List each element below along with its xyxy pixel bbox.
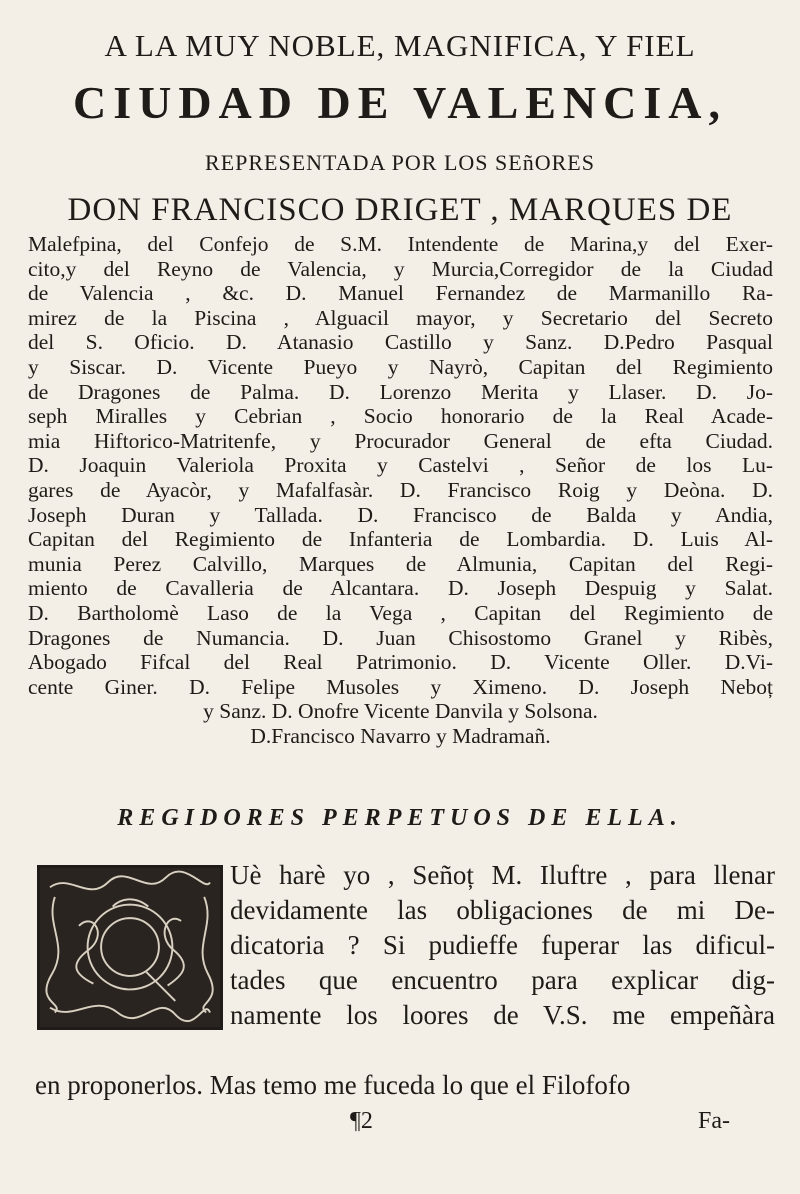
- names-line: y Sanz. D. Onofre Vicente Danvila y Solsona.: [203, 699, 598, 724]
- names-line: miento de Cavalleria de Alcantara. D. Joseph Despuig y Salat.: [28, 576, 773, 601]
- dedication-heading-line1: A LA MUY NOBLE, MAGNIFICA, Y FIEL: [104, 28, 696, 63]
- names-line: D. Joaquin Valeriola Proxita y Castelvi , Señor de los Lu-: [28, 453, 773, 478]
- dedication-heading-represented: REPRESENTADA POR LOS SEñORES: [205, 150, 595, 175]
- names-line: Malefpina, del Confejo de S.M. Intendente de Marina,y del Exer-: [28, 232, 773, 256]
- regidores-heading: REGIDORES PERPETUOS DE ELLA.: [117, 805, 683, 831]
- dedication-line: dicatoria ? Si pudieffe fuperar las dificul-: [230, 930, 775, 960]
- names-line: y Siscar. D. Vicente Pueyo y Nayrò, Capitan del Regimiento: [28, 354, 773, 379]
- names-line: mia Hiftorico-Matritenfe, y Procurador General de efta Ciudad.: [28, 428, 773, 453]
- dedication-line: devidamente las obligaciones de mi De-: [230, 895, 775, 925]
- names-line: Dragones de Numancia. D. Juan Chisostomo Granel y Ribès,: [28, 625, 773, 650]
- names-line: D. Bartholomè Laso de la Vega , Capitan del Regimiento de: [28, 600, 773, 625]
- names-line: mirez de la Piscina , Alguacil mayor, y Secretario del Secreto: [28, 305, 773, 330]
- names-line: Joseph Duran y Tallada. D. Francisco de Balda y Andia,: [28, 502, 773, 527]
- dedication-heading-city: CIUDAD DE VALENCIA,: [72, 77, 727, 128]
- catchword: Fa-: [698, 1108, 730, 1134]
- names-line: gares de Ayacòr, y Mafalfasàr. D. Francisco Roig y Deòna. D.: [28, 477, 773, 502]
- dedication-full-line: en proponerlos. Mas temo me fuceda lo que el Filofofo: [35, 1070, 631, 1100]
- dedication-paragraph: [230, 858, 775, 1033]
- names-line: munia Perez Calvillo, Marques de Almunia, Capitan del Regi-: [28, 551, 773, 576]
- names-line: cito,y del Reyno de Valencia, y Murcia,Corregidor de la Ciudad: [28, 256, 773, 281]
- signature-mark: ¶2: [350, 1108, 373, 1134]
- names-block: [28, 232, 773, 748]
- names-line: seph Miralles y Cebrian , Socio honorario de la Real Acade-: [28, 404, 773, 429]
- names-line: Capitan del Regimiento de Infanteria de Lombardia. D. Luis Al-: [28, 527, 773, 552]
- dedication-line: tades que encuentro para explicar dig-: [230, 965, 775, 995]
- names-line: de Valencia , &c. D. Manuel Fernandez de Marmanillo Ra-: [28, 281, 773, 306]
- names-line: D.Francisco Navarro y Madramañ.: [250, 723, 551, 748]
- dedication-heading-don: DON FRANCISCO DRIGET , MARQUES DE: [67, 192, 733, 228]
- names-line: del S. Oficio. D. Atanasio Castillo y Sanz. D.Pedro Pasqual: [28, 330, 773, 355]
- decorated-initial-icon: [37, 865, 223, 1030]
- names-line: de Dragones de Palma. D. Lorenzo Merita y Llaser. D. Jo-: [28, 379, 773, 404]
- dedication-line: Uè harè yo , Señoț M. Iluftre , para llenar: [230, 860, 775, 890]
- names-line: cente Giner. D. Felipe Musoles y Ximeno. D. Joseph Neboț: [28, 674, 773, 699]
- dedication-line: namente los loores de V.S. me empeñàra: [230, 1000, 775, 1030]
- names-line: Abogado Fifcal del Real Patrimonio. D. Vicente Oller. D.Vi-: [28, 650, 773, 675]
